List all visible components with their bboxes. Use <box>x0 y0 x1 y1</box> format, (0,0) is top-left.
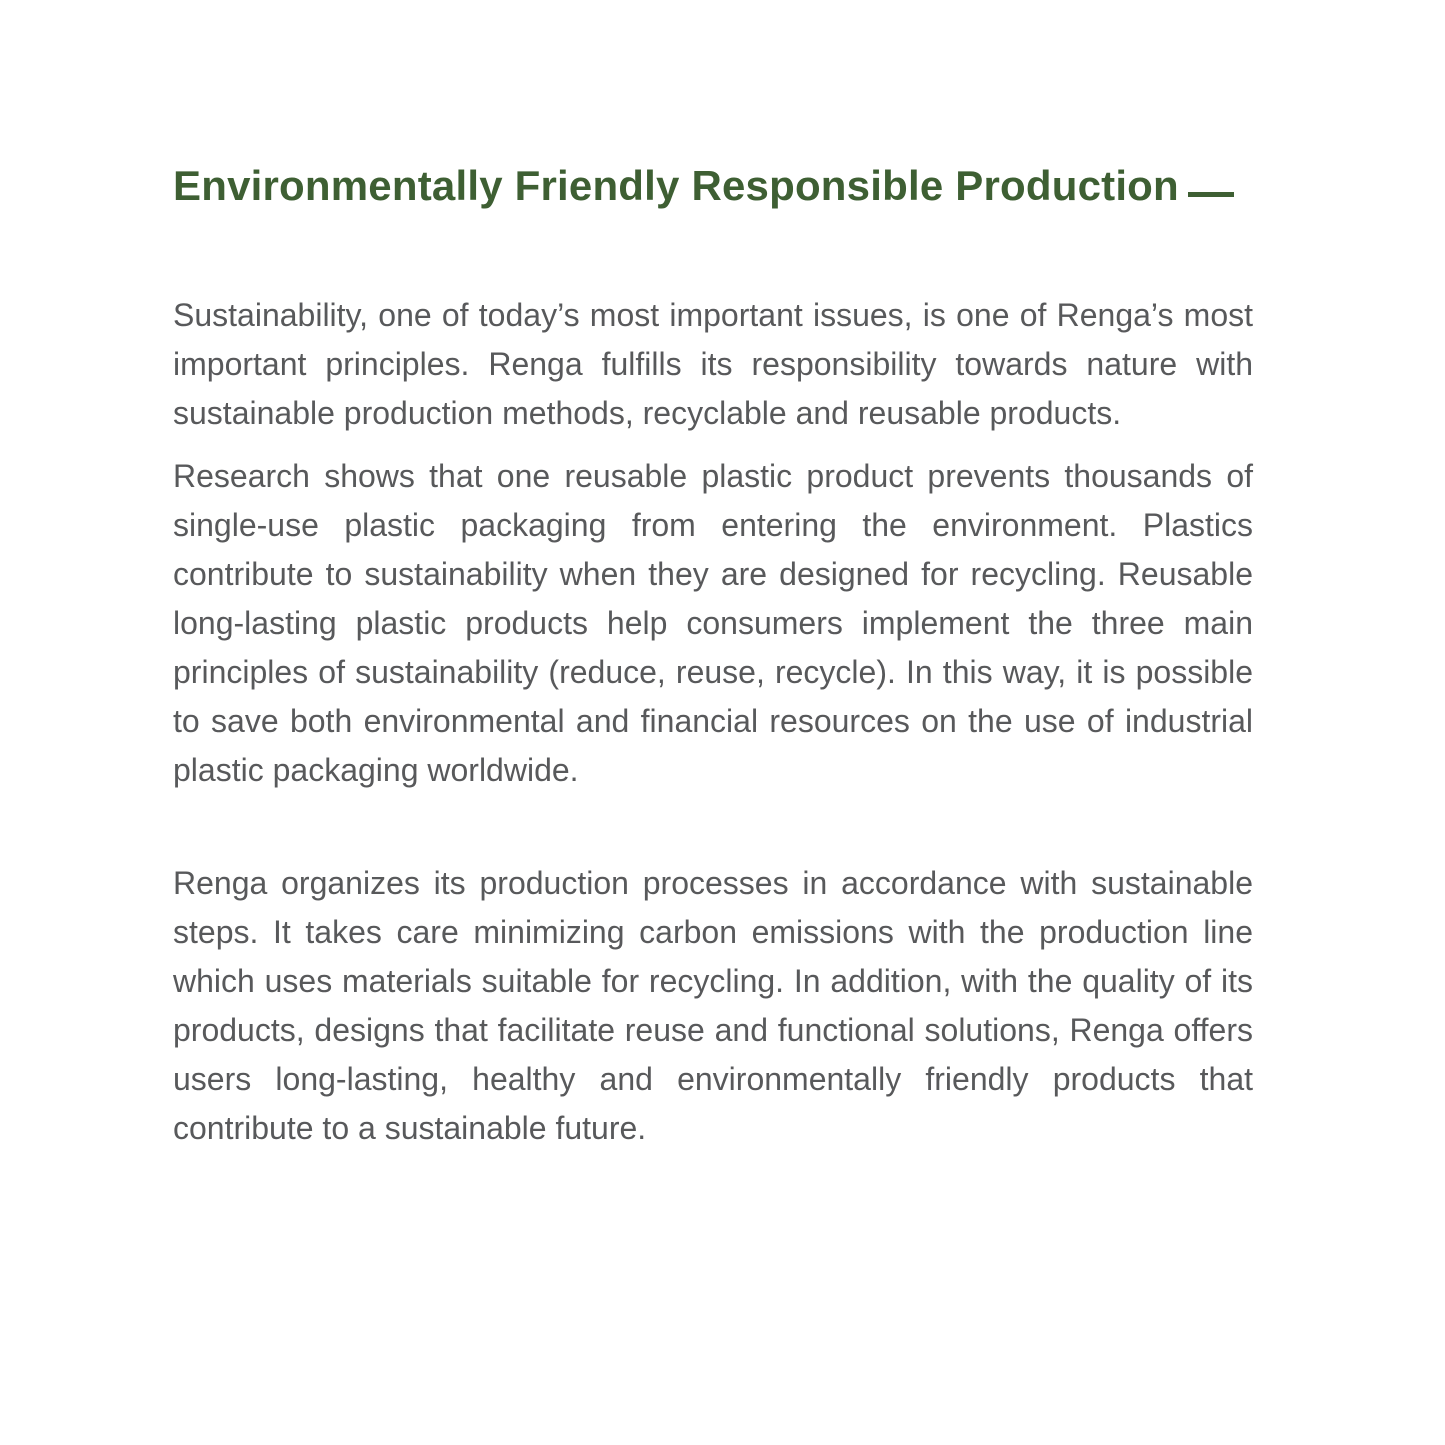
paragraph-research: Research shows that one reusable plastic product prevents thousands of single-use plastic packaging from entering the environment. Plastics contribute to sustainability when they are designed for recycling. Reusable long-lasting plastic products help consumers implement the three main principles of sustainability (reduce, reuse, recycle). In this way, it is possible to save both environmental and financial resources on the use of industrial plastic packaging worldwide. <box>173 458 1253 788</box>
paragraph-renga-production: Renga organizes its production processes in accordance with sustainable steps. It takes care minimizing carbon emissions with the production line which uses materials suitable for recycling. In addition, with the quality of its products, designs that facilitate reuse and functional solutions, Renga offers users long-lasting, healthy and environmentally friendly products that contribute to a sustainable future. <box>173 865 1253 1146</box>
page-title-text: Environmentally Friendly Responsible Production <box>173 162 1179 209</box>
paragraph-sustainability: Sustainability, one of today’s most important issues, is one of Renga’s most important principles. Renga fulfills its responsibility towards nature with sustainable production methods, recyclable and reusable products. <box>173 297 1253 431</box>
page-title <box>173 161 1253 211</box>
heading-dash-icon <box>1188 192 1234 197</box>
body-text <box>173 291 1253 1153</box>
